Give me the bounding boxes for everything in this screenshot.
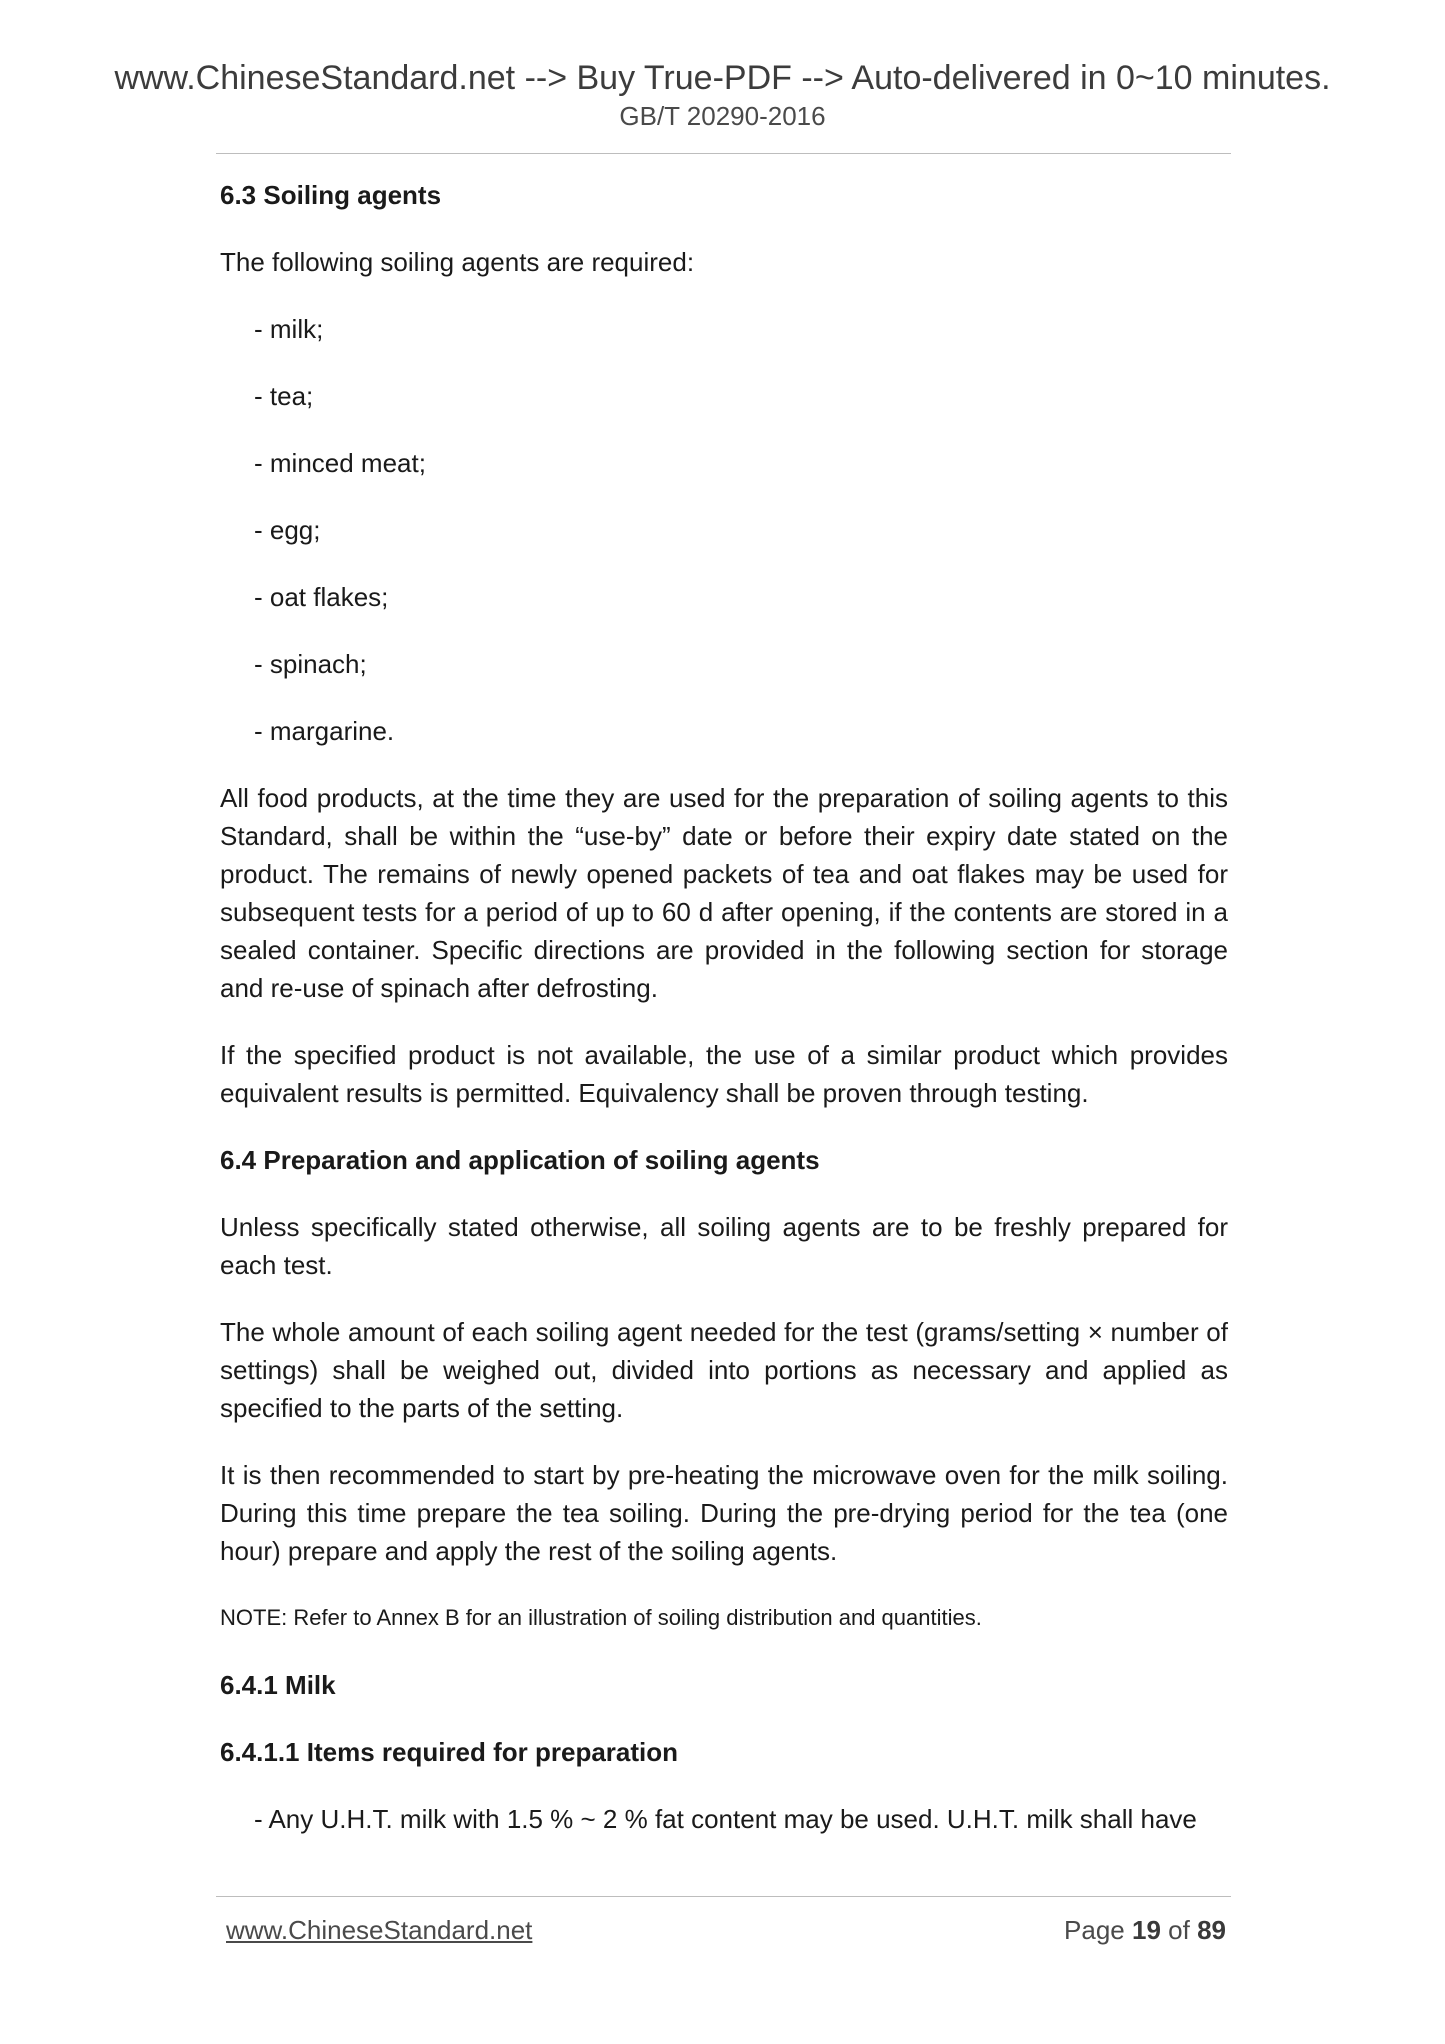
document-body bbox=[220, 176, 1228, 1867]
list-item: - margarine. bbox=[254, 716, 395, 746]
note: NOTE: Refer to Annex B for an illustration of soiling distribution and quantities. bbox=[220, 1605, 982, 1630]
list-item: - egg; bbox=[254, 515, 321, 545]
section-heading-6-4-1: 6.4.1 Milk bbox=[220, 1670, 336, 1700]
paragraph-freshly-prepared: Unless specifically stated otherwise, all soiling agents are to be freshly prepared for each test. bbox=[220, 1212, 1228, 1280]
header-divider bbox=[216, 153, 1231, 154]
page-number bbox=[1064, 1910, 1226, 1950]
footer-website-link[interactable]: www.ChineseStandard.net bbox=[226, 1915, 533, 1945]
page-total: 89 bbox=[1197, 1915, 1226, 1945]
section-heading-6-4: 6.4 Preparation and application of soiling agents bbox=[220, 1145, 820, 1175]
paragraph-weighing: The whole amount of each soiling agent needed for the test (grams/setting × number of settings) shall be weighed out, divided into portions as necessary and applied as specified to the parts of the setting. bbox=[220, 1317, 1228, 1423]
list-item-milk: - Any U.H.T. milk with 1.5 % ~ 2 % fat content may be used. U.H.T. milk shall have bbox=[254, 1804, 1197, 1834]
page-of: of bbox=[1168, 1915, 1190, 1945]
page-footer bbox=[226, 1910, 1226, 1950]
section-intro: The following soiling agents are required: bbox=[220, 247, 695, 277]
header-title: www.ChineseStandard.net --> Buy True-PDF --> Auto-delivered in 0~10 minutes. bbox=[114, 59, 1331, 97]
paragraph-recommended-order: It is then recommended to start by pre-heating the microwave oven for the milk soiling. During this time prepare the tea soiling. During the pre-drying period for the tea (one hour) prepare and apply the rest of the soiling agents. bbox=[220, 1460, 1228, 1566]
section-heading-6-3: 6.3 Soiling agents bbox=[220, 180, 442, 210]
page-current: 19 bbox=[1132, 1915, 1161, 1945]
list-item: - minced meat; bbox=[254, 448, 426, 478]
standard-number: GB/T 20290-2016 bbox=[619, 101, 826, 131]
section-heading-6-4-1-1: 6.4.1.1 Items required for preparation bbox=[220, 1737, 679, 1767]
page-header bbox=[0, 58, 1445, 132]
list-item: - spinach; bbox=[254, 649, 367, 679]
list-item: - tea; bbox=[254, 381, 314, 411]
list-item: - oat flakes; bbox=[254, 582, 389, 612]
paragraph-food-products: All food products, at the time they are used for the preparation of soiling agents to this Standard, shall be within the “use-by” date or before their expiry date stated on the product. The remains of newly opened packets of tea and oat flakes may be used for subsequent tests for a period of up to 60 d after opening, if the contents are stored in a sealed container. Specific directions are provided in the following section for storage and re-use of spinach after defrosting. bbox=[220, 783, 1228, 1003]
list-item: - milk; bbox=[254, 314, 324, 344]
footer-divider bbox=[216, 1896, 1231, 1897]
paragraph-equivalency: If the specified product is not available, the use of a similar product which provides equivalent results is permitted. Equivalency shall be proven through testing. bbox=[220, 1040, 1228, 1108]
page-label: Page bbox=[1064, 1915, 1125, 1945]
